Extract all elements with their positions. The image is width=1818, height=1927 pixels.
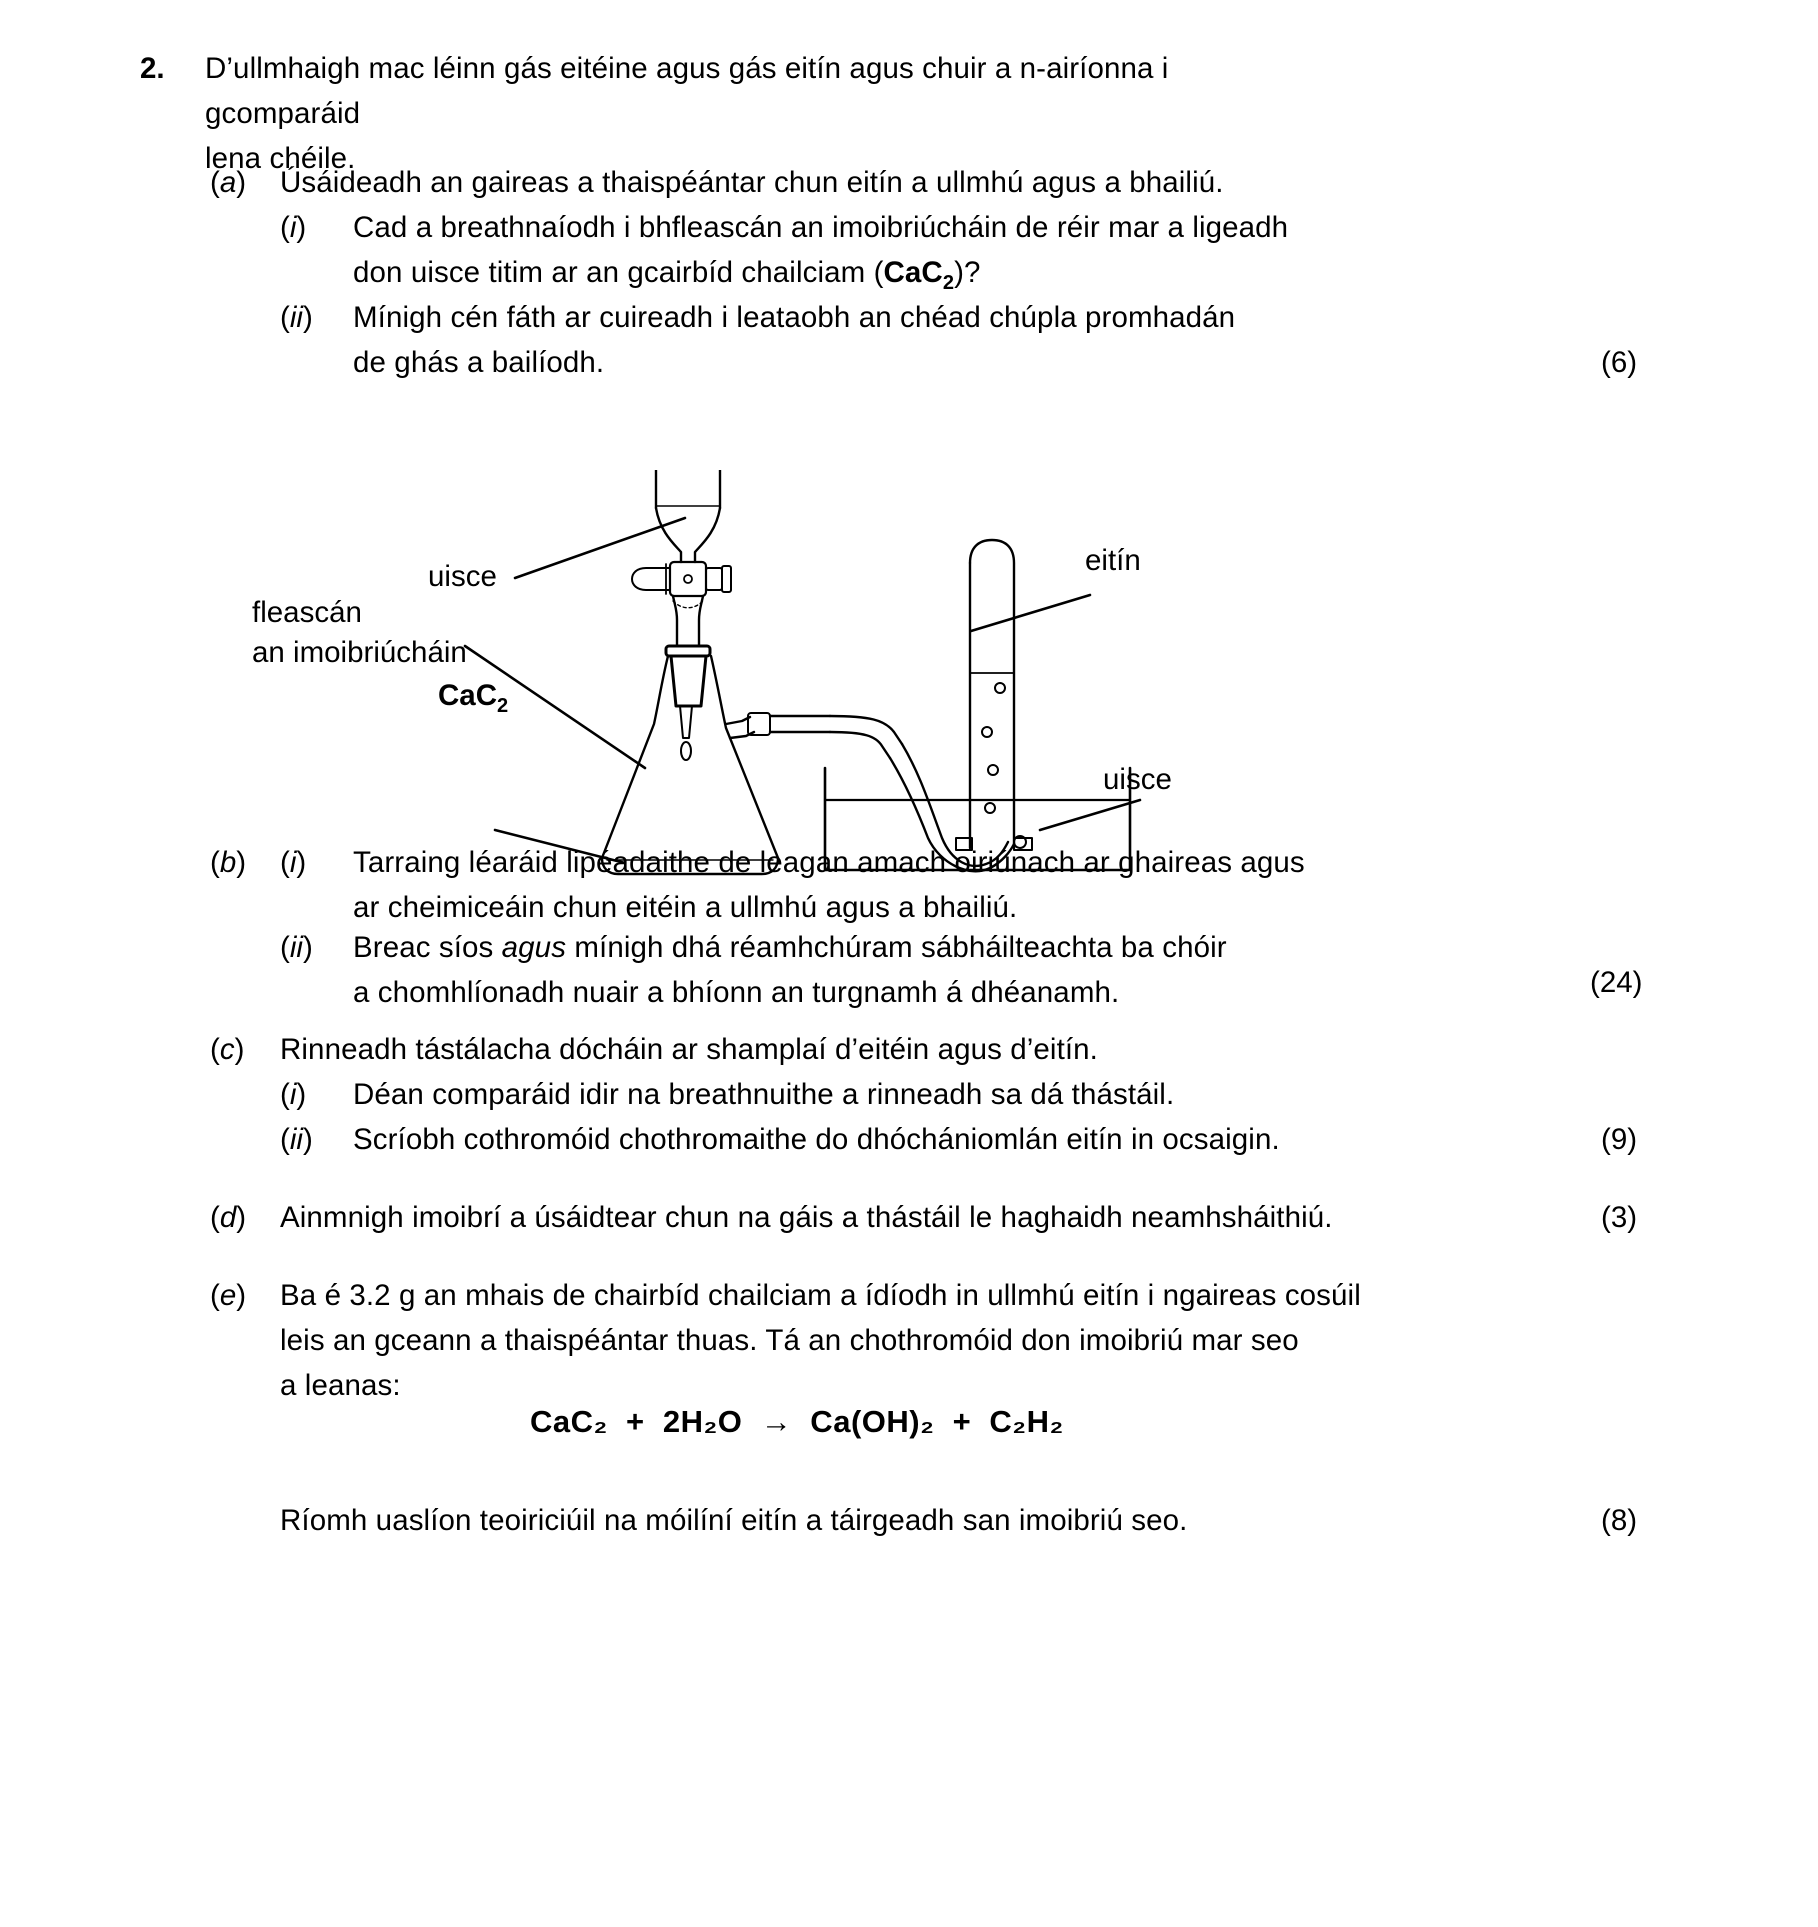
part-e-line-3: a leanas:: [280, 1369, 401, 1402]
part-b-ii-emphasis: agus: [501, 931, 567, 964]
part-a-i-line-2-post: )?: [954, 256, 981, 289]
part-b-ii-line-1-a: Breac síos: [353, 931, 502, 964]
diagram-label-reaction-flask-line-2: an imoibriúcháin: [252, 636, 467, 669]
question-stem-line-2: lena chéile.: [205, 142, 356, 175]
part-a-i-line-2-pre: don uisce titim ar an gcairbíd chailciam (: [353, 256, 884, 289]
diagram-label-reaction-flask-line-1: fleascán: [252, 596, 362, 629]
part-b-ii-line-2: a chomhlíonadh nuair a bhíonn an turgnamh á dhéanamh.: [353, 976, 1120, 1009]
part-a-ii-line-1: Mínigh cén fáth ar cuireadh i leataobh an chéad chúpla promhadán: [353, 301, 1236, 334]
diagram-label-ethyne: eitín: [1085, 544, 1141, 577]
part-a-marks: (6): [1601, 346, 1638, 379]
diagram-label-water-trough: uisce: [1103, 763, 1172, 796]
part-c-marks: (9): [1601, 1123, 1638, 1156]
part-e-text: [280, 1273, 1480, 1408]
part-b-ii-line-1-b: mínigh dhá réamhchúram sábháilteachta ba chóir: [566, 931, 1227, 964]
part-b-marks: (24): [1590, 966, 1643, 999]
part-a-text: Úsáideadh an gaireas a thaispéántar chun eitín a ullmhú agus a bhailiú.: [280, 166, 1224, 199]
part-c-label: (c): [210, 1033, 245, 1066]
cac2-formula-inline: CaC$_2$: [883, 256, 955, 294]
part-b-label: (b): [210, 846, 247, 879]
part-e-final-line: Ríomh uaslíon teoiriciúil na móilíní eitín a táirgeadh san imoibriú seo.: [280, 1504, 1188, 1537]
part-c-i-label: (i): [280, 1078, 307, 1111]
part-d-label: (d): [210, 1201, 247, 1234]
part-c-ii-text: Scríobh cothromóid chothromaithe do dhóchániomlán eitín in ocsaigin.: [353, 1123, 1280, 1156]
part-c-ii-label: (ii): [280, 1123, 313, 1156]
question-stem-line-1: D’ullmhaigh mac léinn gás eitéine agus gás eitín agus chuir a n-airíonna i gcomparáid: [205, 52, 1169, 130]
part-b-ii-text: [353, 925, 1483, 1015]
part-a-ii-line-2: de ghás a bailíodh.: [353, 346, 605, 379]
part-b-i-line-1: Tarraing léaráid lipéadaithe de leagan amach oiriúnach ar ghaireas agus: [353, 846, 1305, 879]
part-a-label: (a): [210, 166, 247, 199]
part-a-i-text: [353, 205, 1453, 295]
chemical-equation: CaC₂ + 2H₂O → Ca(OH)₂ + C₂H₂: [530, 1404, 1064, 1439]
diagram-label-water-funnel: uisce: [428, 560, 497, 593]
part-d-marks: (3): [1601, 1201, 1638, 1234]
question-number: 2.: [140, 52, 165, 85]
part-b-i-text: [353, 840, 1483, 930]
part-a-ii-text: [353, 295, 1473, 385]
part-b-i-line-2: ar cheimiceáin chun eitéin a ullmhú agus a bhailiú.: [353, 891, 1018, 924]
part-a-i-line-2: [353, 250, 1453, 295]
part-d-text: Ainmnigh imoibrí a úsáidtear chun na gáis a thástáil le haghaidh neamhsháithiú.: [280, 1201, 1333, 1234]
part-a-ii-label: (ii): [280, 301, 313, 334]
part-e-marks: (8): [1601, 1504, 1638, 1537]
part-e-label: (e): [210, 1279, 247, 1312]
part-b-i-label: (i): [280, 846, 307, 879]
part-c-text: Rinneadh tástálacha dócháin ar shamplaí d’eitéin agus d’eitín.: [280, 1033, 1098, 1066]
part-e-line-2: leis an gceann a thaispéántar thuas. Tá an chothromóid don imoibriú mar seo: [280, 1324, 1299, 1357]
part-c-i-text: Déan comparáid idir na breathnuithe a rinneadh sa dá thástáil.: [353, 1078, 1175, 1111]
part-a-i-line-1: Cad a breathnaíodh i bhfleascán an imoibriúcháin de réir mar a ligeadh: [353, 211, 1289, 244]
part-b-ii-line-1: [353, 925, 1483, 970]
diagram-label-calcium-carbide: CaC$_2$: [438, 679, 509, 717]
part-e-line-1: Ba é 3.2 g an mhais de chairbíd chailciam a ídíodh in ullmhú eitín i ngaireas cosúil: [280, 1279, 1361, 1312]
part-a-i-label: (i): [280, 211, 307, 244]
part-b-ii-label: (ii): [280, 931, 313, 964]
